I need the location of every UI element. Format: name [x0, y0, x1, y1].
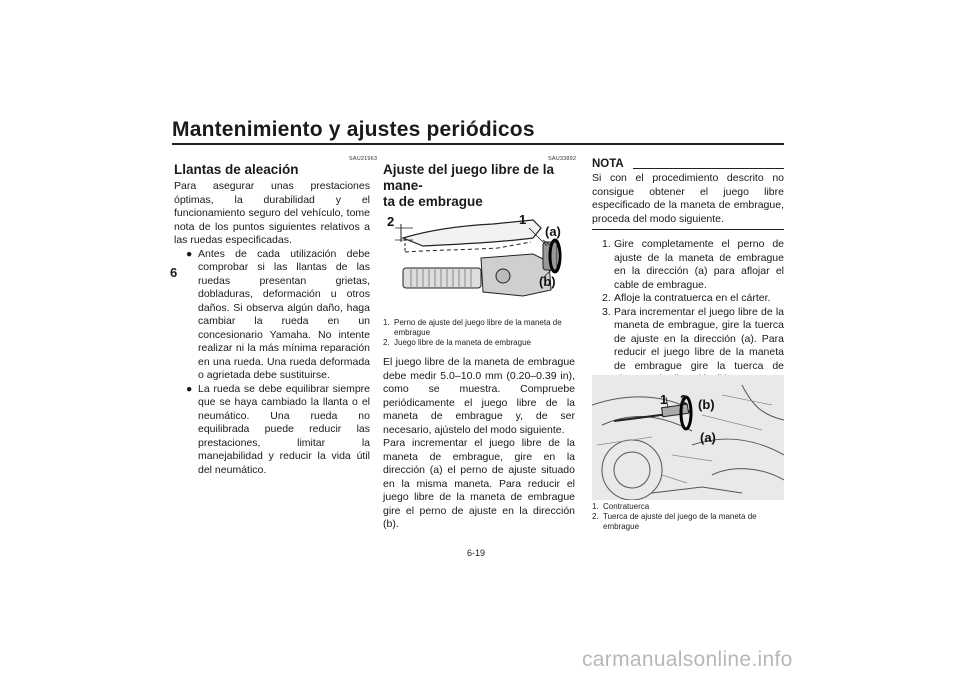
figure-label-b: (b) — [539, 274, 556, 289]
clutch-lever-figure — [383, 198, 575, 310]
caption-item: 1. Contratuerca — [592, 502, 650, 511]
header-rule — [172, 143, 784, 145]
step-item: 2. Afloje la contratuerca en el cárter. — [602, 292, 771, 304]
steps-list — [592, 238, 784, 387]
figure-label-a: (a) — [700, 430, 716, 445]
intro-paragraph: Para asegurar unas prestaciones óptimas, la durabilidad y el funcionamiento seguro del vehículo, tome nota de los puntos siguientes relativos a las ruedas especificadas. — [174, 180, 370, 246]
column-2-body — [383, 318, 575, 532]
step-item: 3. Para incrementar el juego libre de la maneta de embrague, gire la tuerca de ajuste en la dirección (a). Para reducir el juego libre de la maneta de embrague gire la tuerca de — [602, 305, 784, 372]
section-heading: Llantas de aleación — [174, 162, 299, 177]
grip-shape — [403, 268, 481, 288]
adjusting-nut-photo — [592, 375, 784, 500]
bullet-item: ● Antes de cada utilización debe comprobar si las llantas de las ruedas presentan grietas, dobladuras, deformación u otros daños. Si observa algún daño, haga cambiar la rueda en un concesionario Yamaha. No intente realizar ni la más mínima reparación en una rueda. Una rueda deformada o agrietada debe sustituirse. — [186, 247, 370, 381]
nota-bottom-rule — [592, 229, 784, 230]
caption-item: 1. Perno de ajuste del juego libre de la maneta de embrague — [383, 318, 562, 337]
nota-label: NOTA — [592, 158, 624, 170]
figure-label-b: (b) — [698, 397, 715, 412]
step-item: 1. Gire completamente el perno de ajuste de la maneta de embrague en la dirección (a) para aflojar el cable de embrague. — [602, 238, 784, 291]
column-1 — [174, 162, 370, 477]
figure-caption — [383, 318, 575, 348]
bullet-icon: ● — [186, 247, 193, 260]
caption-item: 2. Tuerca de ajuste del juego de la maneta de embrague — [592, 512, 757, 531]
page-header-title: Mantenimiento y ajustes periódicos — [172, 118, 535, 141]
paragraph: El juego libre de la maneta de embrague debe medir 5.0–10.0 mm (0.20–0.39 in), como se muestra. Compruebe periódicamente el juego libre de la maneta de embrague y, de ser necesario, ajústelo del modo siguiente. — [383, 356, 575, 436]
figure-label-a: (a) — [545, 224, 561, 239]
watermark-text: carmanualsonline.info — [582, 648, 793, 671]
paragraph: Para incrementar el juego libre de la maneta de embrague, gire en la dirección (a) el perno de ajuste situado en la misma maneta. Para reducir el juego libre de la maneta de embrague gire el perno de ajuste en la dirección (b). — [383, 437, 575, 530]
column-3-caption — [592, 502, 784, 532]
nota-top-rule — [633, 168, 784, 169]
figure-caption — [592, 502, 784, 532]
section-code: SAU21963 — [349, 156, 378, 162]
caption-item: 2. Juego libre de la maneta de embrague — [383, 338, 531, 347]
chapter-tab-number: 6 — [170, 265, 178, 280]
figure-label-2: 2 — [387, 214, 395, 229]
bullet-item: ● La rueda se debe equilibrar siempre que se haya cambiado la llanta o el neumático. Una rueda no equilibrada puede reducir las prestaciones, limitar la manejabilidad y reducir la vida útil del neumático. — [186, 382, 370, 476]
figure-label-1: 1 — [660, 392, 668, 407]
figure-label-2: 2 — [680, 392, 688, 407]
section-heading: Ajuste del juego libre de la mane- ta de embrague — [383, 162, 555, 209]
figure-label-1: 1 — [519, 212, 527, 227]
page-number: 6-19 — [467, 548, 486, 558]
bullet-icon: ● — [186, 382, 193, 395]
nota-text: Si con el procedimiento descrito no consigue obtener el juego libre especificado de la maneta de embrague, proceda del modo siguiente. — [592, 172, 784, 225]
section-code: SAU33892 — [548, 156, 577, 162]
